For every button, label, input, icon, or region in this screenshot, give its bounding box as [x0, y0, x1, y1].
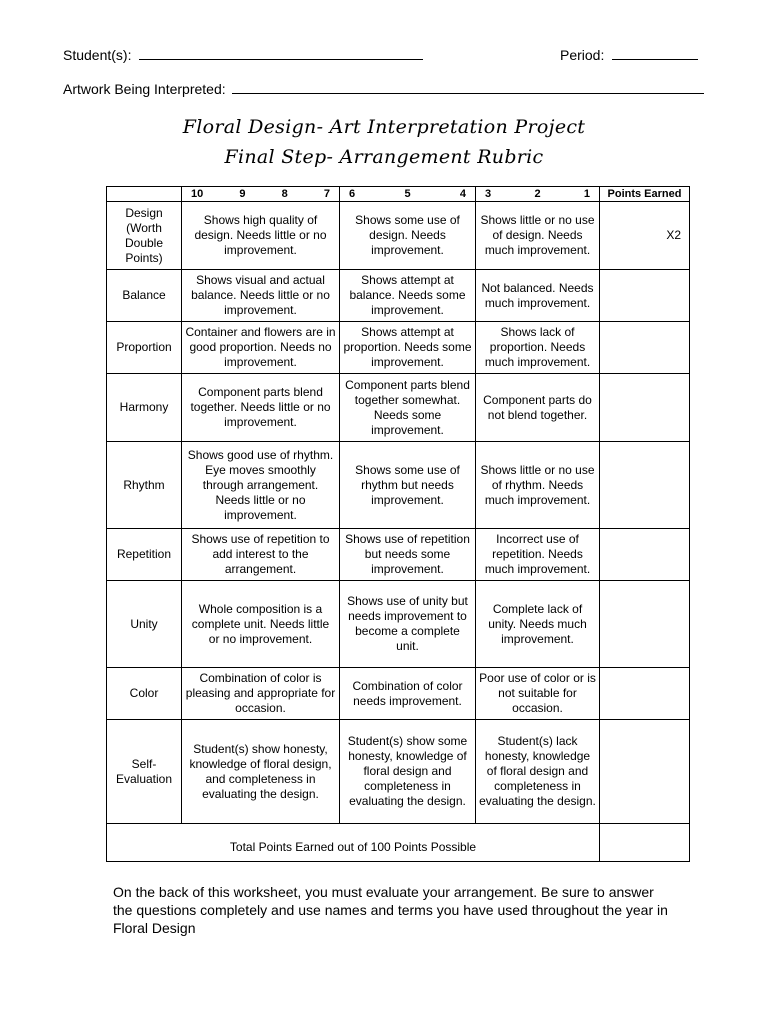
criterion-cell: Repetition: [107, 529, 182, 581]
criterion-cell: Proportion: [107, 322, 182, 374]
period-label: Period:: [560, 47, 605, 63]
rubric-row-proportion: [107, 322, 690, 374]
mid-descriptor: Shows attempt at balance. Needs some improvement.: [340, 270, 476, 322]
mid-descriptor: Component parts blend together somewhat. Needs some improvement.: [340, 374, 476, 442]
footer-instructions: On the back of this worksheet, you must evaluate your arrangement. Be sure to answer the questions completely and use names and terms you have used throughout the year in Floral Design: [113, 884, 668, 936]
points-earned-cell[interactable]: [600, 442, 690, 529]
scale-value: 6: [349, 187, 356, 200]
low-descriptor: Component parts do not blend together.: [476, 374, 600, 442]
scale-value: 10: [191, 187, 204, 200]
high-descriptor: Shows use of repetition to add interest to the arrangement.: [182, 529, 340, 581]
scale-low-header: [476, 187, 600, 202]
high-descriptor: Shows good use of rhythm. Eye moves smoothly through arrangement. Needs little or no improvement.: [182, 442, 340, 529]
low-descriptor: Shows little or no use of design. Needs much improvement.: [476, 202, 600, 270]
low-descriptor: Complete lack of unity. Needs much improvement.: [476, 581, 600, 668]
artwork-field[interactable]: [63, 79, 704, 97]
scale-value: 4: [459, 187, 466, 200]
points-earned-cell[interactable]: [600, 270, 690, 322]
scale-value: 8: [281, 187, 288, 200]
corner-cell: [107, 187, 182, 202]
scale-value: 3: [485, 187, 492, 200]
low-descriptor: Poor use of color or is not suitable for occasion.: [476, 668, 600, 720]
title-line-1: Floral Design- Art Interpretation Project: [182, 116, 586, 138]
high-descriptor: Combination of color is pleasing and appropriate for occasion.: [182, 668, 340, 720]
low-descriptor: Shows little or no use of rhythm. Needs much improvement.: [476, 442, 600, 529]
period-line[interactable]: [612, 45, 698, 60]
rubric-total-row: [107, 824, 690, 862]
total-points-label: Total Points Earned out of 100 Points Possible: [107, 824, 600, 862]
points-earned-cell[interactable]: [600, 720, 690, 824]
total-points-cell[interactable]: [600, 824, 690, 862]
scale-high-header: [182, 187, 340, 202]
scale-value: 2: [534, 187, 541, 200]
rubric-header-row: [107, 187, 690, 202]
rubric-table: [106, 186, 690, 862]
student-field[interactable]: [63, 45, 423, 63]
rubric-row-color: [107, 668, 690, 720]
student-label: Student(s):: [63, 47, 132, 63]
criterion-cell: Balance: [107, 270, 182, 322]
artwork-label: Artwork Being Interpreted:: [63, 81, 226, 97]
points-earned-cell[interactable]: [600, 322, 690, 374]
rubric-row-design: [107, 202, 690, 270]
points-earned-cell[interactable]: [600, 529, 690, 581]
scale-value: 9: [239, 187, 246, 200]
mid-descriptor: Combination of color needs improvement.: [340, 668, 476, 720]
criterion-cell: Unity: [107, 581, 182, 668]
scale-value: 5: [404, 187, 411, 200]
rubric-row-harmony: [107, 374, 690, 442]
high-descriptor: Container and flowers are in good proportion. Needs no improvement.: [182, 322, 340, 374]
criterion-cell: Design (Worth Double Points): [107, 202, 182, 270]
points-earned-cell[interactable]: [600, 374, 690, 442]
criterion-cell: Rhythm: [107, 442, 182, 529]
low-descriptor: Not balanced. Needs much improvement.: [476, 270, 600, 322]
mid-descriptor: Student(s) show some honesty, knowledge of floral design and completeness in evaluating the design.: [340, 720, 476, 824]
high-descriptor: Component parts blend together. Needs little or no improvement.: [182, 374, 340, 442]
scale-mid-header: [340, 187, 476, 202]
high-descriptor: Student(s) show honesty, knowledge of floral design, and completeness in evaluating the design.: [182, 720, 340, 824]
criterion-cell: Harmony: [107, 374, 182, 442]
scale-value: 7: [323, 187, 330, 200]
scale-value: 1: [583, 187, 590, 200]
mid-descriptor: Shows some use of design. Needs improvement.: [340, 202, 476, 270]
mid-descriptor: Shows use of unity but needs improvement to become a complete unit.: [340, 581, 476, 668]
rubric-row-self-evaluation: [107, 720, 690, 824]
student-line[interactable]: [139, 45, 423, 60]
points-earned-cell[interactable]: [600, 668, 690, 720]
high-descriptor: Shows high quality of design. Needs little or no improvement.: [182, 202, 340, 270]
points-earned-cell[interactable]: [600, 581, 690, 668]
criterion-cell: Color: [107, 668, 182, 720]
rubric-row-repetition: [107, 529, 690, 581]
high-descriptor: Shows visual and actual balance. Needs little or no improvement.: [182, 270, 340, 322]
mid-descriptor: Shows some use of rhythm but needs improvement.: [340, 442, 476, 529]
title-line-2: Final Step- Arrangement Rubric: [224, 146, 544, 168]
points-earned-header: Points Earned: [600, 187, 690, 202]
points-earned-cell[interactable]: X2: [600, 202, 690, 270]
low-descriptor: Incorrect use of repetition. Needs much improvement.: [476, 529, 600, 581]
artwork-line[interactable]: [232, 79, 704, 94]
high-descriptor: Whole composition is a complete unit. Needs little or no improvement.: [182, 581, 340, 668]
rubric-row-rhythm: [107, 442, 690, 529]
rubric-row-balance: [107, 270, 690, 322]
low-descriptor: Student(s) lack honesty, knowledge of floral design and completeness in evaluating the design.: [476, 720, 600, 824]
period-field[interactable]: [560, 45, 698, 63]
mid-descriptor: Shows attempt at proportion. Needs some improvement.: [340, 322, 476, 374]
mid-descriptor: Shows use of repetition but needs some improvement.: [340, 529, 476, 581]
criterion-cell: Self-Evaluation: [107, 720, 182, 824]
low-descriptor: Shows lack of proportion. Needs much improvement.: [476, 322, 600, 374]
rubric-row-unity: [107, 581, 690, 668]
